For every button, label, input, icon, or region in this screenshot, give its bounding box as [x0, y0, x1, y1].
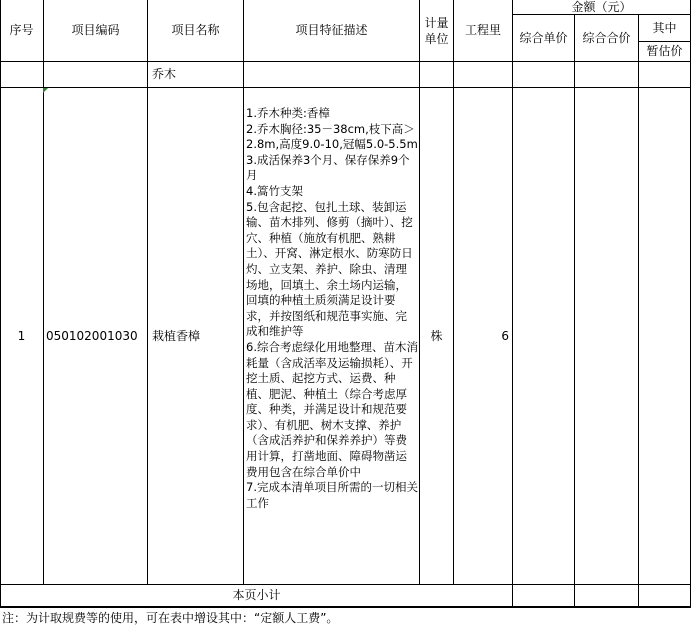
item-unit: 株 [430, 328, 443, 343]
item-description: 1.乔木种类:香樟 2.乔木胸径:35－38cm,枝下高＞2.8m,高度9.0-10,冠幅5.0-5.5m 3.成活保养3个月、保存保养9个月 4.篙竹支架 5.包含起挖、包扎土球、装卸运输、苗木排列、修剪（摘叶）、挖穴、种植（施放有机肥、熟耕土）、开窝、淋定根水、防寒防日灼、立支架、养护、除虫、清理场地，回填土、余土场内运输，回填的种植土质须满足设计要求，并按图纸和规范事实施、完成和维护等 6.综合考虑绿化用地整理、苗木消耗量（含成活率及运输损耗）、开挖土质、起挖方式、运费、种植、肥泥、种植土（综合考虑厚度、种类，并满足设计和规范要求）、有机肥、树木支撑、养护（含成活养护和保养养护）等费用计算，打凿地面、障碍物凿运费用包含在综合单价中 7.完成本清单项目所需的一切相关工作 [246, 106, 418, 510]
header-total-price: 综合合价 [582, 30, 631, 45]
grid-line [0, 606, 691, 608]
header-name: 项目名称 [171, 23, 220, 37]
grid-line [574, 14, 575, 607]
header-amount: 金额（元） [571, 0, 632, 14]
item-quantity: 6 [501, 328, 509, 343]
header-of-which: 其中 [652, 20, 677, 35]
grid-line [243, 0, 244, 585]
item-seq: 1 [17, 328, 26, 343]
item-name: 栽植香樟 [152, 328, 201, 343]
footnote: 注：为计取规费等的使用，可在表中增设其中：“定额人工费”。 [2, 611, 339, 625]
header-provisional-price: 暂估价 [646, 44, 683, 58]
item-code: 050102001030 [46, 328, 138, 343]
section-name: 乔木 [152, 67, 177, 81]
grid-line [512, 0, 513, 607]
grid-line [638, 14, 639, 607]
header-quantity: 工程里 [464, 23, 501, 37]
header-code: 项目编码 [71, 23, 120, 37]
header-seq: 序号 [9, 23, 34, 37]
grid-line [0, 61, 691, 62]
header-description: 项目特征描述 [295, 23, 368, 37]
header-unit-price: 综合单价 [519, 30, 568, 45]
header-unit: 计量 单位 [424, 15, 449, 46]
subtotal-label: 本页小计 [232, 588, 281, 602]
